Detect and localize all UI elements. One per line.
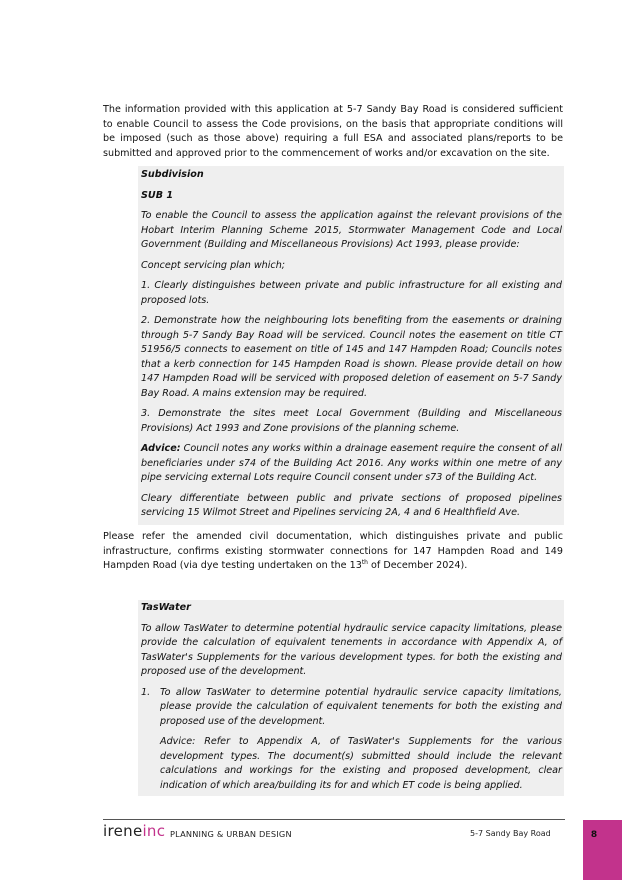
taswater-request-block xyxy=(138,600,564,796)
taswater-item-1 xyxy=(141,686,562,730)
subdivision-code: SUB 1 xyxy=(141,189,174,201)
response-paragraph xyxy=(103,530,563,574)
subdivision-request: To enable the Council to assess the application against the relevant provisions of the Hobart Interim Planning Scheme 2015, Stormwater Management Code and Local Government (Building and Miscellaneous Provisions) Act 1993, please provide: xyxy=(141,210,562,250)
intro-paragraph: The information provided with this application at 5-7 Sandy Bay Road is considered sufficient to enable Council to assess the Code provisions, on the basis that appropriate conditions will be imposed (such as those above) requiring a full ESA and associated plans/reports to be submitted and approved prior to the commencement of works and/or excavation on the site. xyxy=(103,104,563,159)
taswater-item-text: To allow TasWater to determine potential hydraulic service capacity limitations, please provide the calculation of equivalent tenements for both the existing and proposed use of the development. xyxy=(160,686,562,727)
response-text: Please refer the amended civil documentation, which distinguishes private and public infrastructure, confirms existing stormwater connections for 147 Hampden Road and 149 Hampden Road (via dye testing undertaken on the 13 xyxy=(103,531,563,571)
taswater-request: To allow TasWater to determine potential hydraulic service capacity limitations, please provide the calculation of equivalent tenements in accordance with Appendix A, of TasWater's Supplements for the various development types. for both the existing and proposed use of the development. xyxy=(141,622,562,677)
subdivision-heading: Subdivision xyxy=(141,169,204,180)
response-superscript: th xyxy=(361,558,368,566)
advice-label: Advice: xyxy=(141,443,181,454)
taswater-advice: Advice: Refer to Appendix A, of TasWater's Supplements for the various development types. The document(s) submitted should include the relevant calculations and workings for the existing and proposed development, clear indication of which area/building its for and which ET code is being applied. xyxy=(160,736,562,791)
company-logo: ireneinc xyxy=(103,822,166,840)
advice-text: Council notes any works within a drainage easement require the consent of all beneficiaries under s74 of the Building Act 2016. Any works within one metre of any pipe servicing external Lots require Council consent under s73 of the Building Act. xyxy=(141,443,562,483)
footer-address: 5-7 Sandy Bay Road xyxy=(470,829,551,838)
subdivision-advice xyxy=(141,442,562,486)
plan-intro: Concept servicing plan which; xyxy=(141,259,286,271)
page-number-tab xyxy=(583,820,622,880)
response-text-end: of December 2024). xyxy=(367,560,468,571)
subdivision-item-2: 2. Demonstrate how the neighbouring lots benefiting from the easements or draining through 5-7 Sandy Bay Road will be serviced. Council notes the easement on title CT 51956/5 connects to easement on title of 145 and 147 Hampden Road; Councils notes that a kerb connection for 145 Hampden Road is shown. Please provide detail on how 147 Hampden Road will be serviced with proposed deletion of easement on 5-7 Sandy Bay Road. A mains extension may be required. xyxy=(141,315,562,399)
subdivision-item-3: 3. Demonstrate the sites meet Local Government (Building and Miscellaneous Provisions) Act 1993 and Zone provisions of the planning scheme. xyxy=(141,408,562,434)
subdivision-item-1: 1. Clearly distinguishes between private and public infrastructure for all existing and proposed lots. xyxy=(141,280,562,306)
taswater-heading: TasWater xyxy=(141,602,191,613)
differentiate-note: Cleary differentiate between public and private sections of proposed pipelines servicing 15 Wilmot Street and Pipelines servicing 2A, 4 and 6 Healthfield Ave. xyxy=(141,492,562,518)
firm-tagline: PLANNING & URBAN DESIGN xyxy=(170,829,292,839)
footer-divider xyxy=(103,819,565,820)
page-number: 8 xyxy=(590,830,598,840)
taswater-item-number: 1. xyxy=(141,686,151,698)
subdivision-request-block xyxy=(138,166,564,525)
